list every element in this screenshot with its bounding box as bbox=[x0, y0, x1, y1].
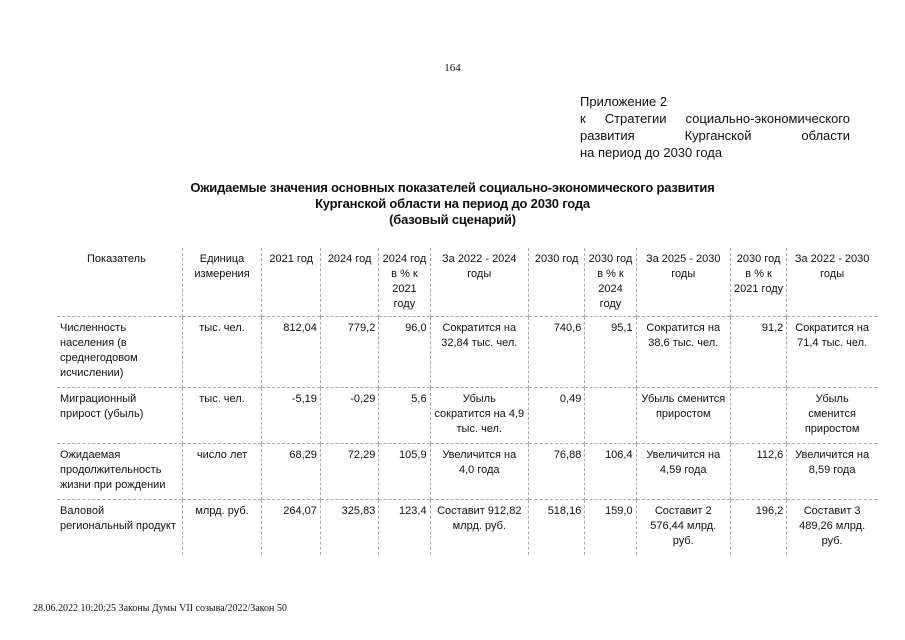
cell-indicator: Валовой региональный продукт bbox=[60, 505, 176, 532]
header-indicator: Показатель bbox=[87, 253, 146, 265]
appendix-line-3: развития Курганской области bbox=[580, 128, 850, 143]
header-pct-2024-2021: 2024 год в % к 2021 году bbox=[379, 248, 430, 317]
cell-change-2022-2030: Составит 3 489,26 млрд. руб. bbox=[787, 500, 877, 556]
appendix-line-4: на период до 2030 года bbox=[580, 145, 723, 160]
cell-change-2025-2030: Увеличится на 4,59 года bbox=[636, 444, 730, 500]
cell-pct-2030-2024: 95,1 bbox=[585, 317, 636, 388]
table-body bbox=[57, 317, 877, 556]
cell-change-2022-2030: Сократится на 71,4 тыс. чел. bbox=[787, 317, 877, 388]
header-change-2022-2024: За 2022 - 2024 годы bbox=[430, 248, 528, 317]
cell-pct-2030-2024: 159,0 bbox=[585, 500, 636, 556]
header-pct-2030-2024: 2030 год в % к 2024 году bbox=[585, 248, 636, 317]
cell-2021: -5,19 bbox=[262, 388, 320, 444]
cell-change-2025-2030: Сократится на 38,6 тыс. чел. bbox=[636, 317, 730, 388]
header-2021: 2021 год bbox=[262, 248, 320, 317]
appendix-line-2: к Стратегии социально-экономического bbox=[580, 111, 850, 126]
cell-pct-2024-2021: 105,9 bbox=[379, 444, 430, 500]
cell-change-2022-2024: Убыль сократится на 4,9 тыс. чел. bbox=[430, 388, 528, 444]
cell-2021: 812,04 bbox=[262, 317, 320, 388]
cell-2021: 264,07 bbox=[262, 500, 320, 556]
cell-change-2022-2024: Составит 912,82 млрд. руб. bbox=[430, 500, 528, 556]
cell-unit: тыс. чел. bbox=[182, 317, 262, 388]
cell-pct-2030-2021: 91,2 bbox=[730, 317, 786, 388]
cell-2024: 779,2 bbox=[320, 317, 378, 388]
cell-pct-2024-2021: 96,0 bbox=[379, 317, 430, 388]
table-row bbox=[57, 444, 877, 500]
cell-indicator: Численность населения (в среднегодовом исчислении) bbox=[60, 322, 138, 379]
cell-indicator: Миграционный прирост (убыль) bbox=[60, 393, 144, 420]
cell-2024: 72,29 bbox=[320, 444, 378, 500]
cell-2024: -0,29 bbox=[320, 388, 378, 444]
cell-2030: 76,88 bbox=[528, 444, 584, 500]
title-line-2: Курганской области на период до 2030 года bbox=[315, 196, 590, 211]
cell-indicator: Ожидаемая продолжительность жизни при рождении bbox=[60, 449, 166, 491]
table-row bbox=[57, 388, 877, 444]
appendix-block bbox=[580, 93, 850, 161]
title-line-1: Ожидаемые значения основных показателей социально-экономического развития bbox=[190, 180, 715, 195]
header-change-2022-2030: За 2022 - 2030 годы bbox=[787, 248, 877, 317]
cell-pct-2030-2024: 106,4 bbox=[585, 444, 636, 500]
page-number: 164 bbox=[444, 62, 461, 74]
cell-change-2025-2030: Составит 2 576,44 млрд. руб. bbox=[636, 500, 730, 556]
cell-pct-2024-2021: 123,4 bbox=[379, 500, 430, 556]
cell-2030: 740,6 bbox=[528, 317, 584, 388]
cell-2024: 325,83 bbox=[320, 500, 378, 556]
cell-pct-2030-2021: 112,6 bbox=[730, 444, 786, 500]
table-header bbox=[57, 248, 877, 317]
cell-2030: 0,49 bbox=[528, 388, 584, 444]
cell-change-2022-2024: Сократится на 32,84 тыс. чел. bbox=[430, 317, 528, 388]
cell-pct-2030-2021 bbox=[730, 388, 786, 444]
header-2024: 2024 год bbox=[320, 248, 378, 317]
cell-pct-2030-2024 bbox=[585, 388, 636, 444]
header-unit: Единица измерения bbox=[182, 248, 262, 317]
header-pct-2030-2021: 2030 год в % к 2021 году bbox=[730, 248, 786, 317]
table-row bbox=[57, 500, 877, 556]
cell-change-2022-2024: Увеличится на 4,0 года bbox=[430, 444, 528, 500]
document-title bbox=[0, 180, 905, 228]
cell-change-2022-2030: Увеличится на 8,59 года bbox=[787, 444, 877, 500]
cell-2030: 518,16 bbox=[528, 500, 584, 556]
cell-unit: число лет bbox=[182, 444, 262, 500]
document-footer: 28.06.2022 10:20:25 Законы Думы VII созыва/2022/Закон 50 bbox=[33, 603, 287, 614]
indicators-table bbox=[57, 248, 877, 555]
title-line-3: (базовый сценарий) bbox=[389, 212, 516, 227]
cell-change-2022-2030: Убыль сменится приростом bbox=[787, 388, 877, 444]
table-row bbox=[57, 317, 877, 388]
header-change-2025-2030: За 2025 - 2030 годы bbox=[636, 248, 730, 317]
cell-unit: тыс. чел. bbox=[182, 388, 262, 444]
cell-pct-2024-2021: 5,6 bbox=[379, 388, 430, 444]
cell-2021: 68,29 bbox=[262, 444, 320, 500]
header-2030: 2030 год bbox=[528, 248, 584, 317]
cell-change-2025-2030: Убыль сменится приростом bbox=[636, 388, 730, 444]
appendix-line-1: Приложение 2 bbox=[580, 94, 668, 109]
cell-unit: млрд. руб. bbox=[182, 500, 262, 556]
cell-pct-2030-2021: 196,2 bbox=[730, 500, 786, 556]
